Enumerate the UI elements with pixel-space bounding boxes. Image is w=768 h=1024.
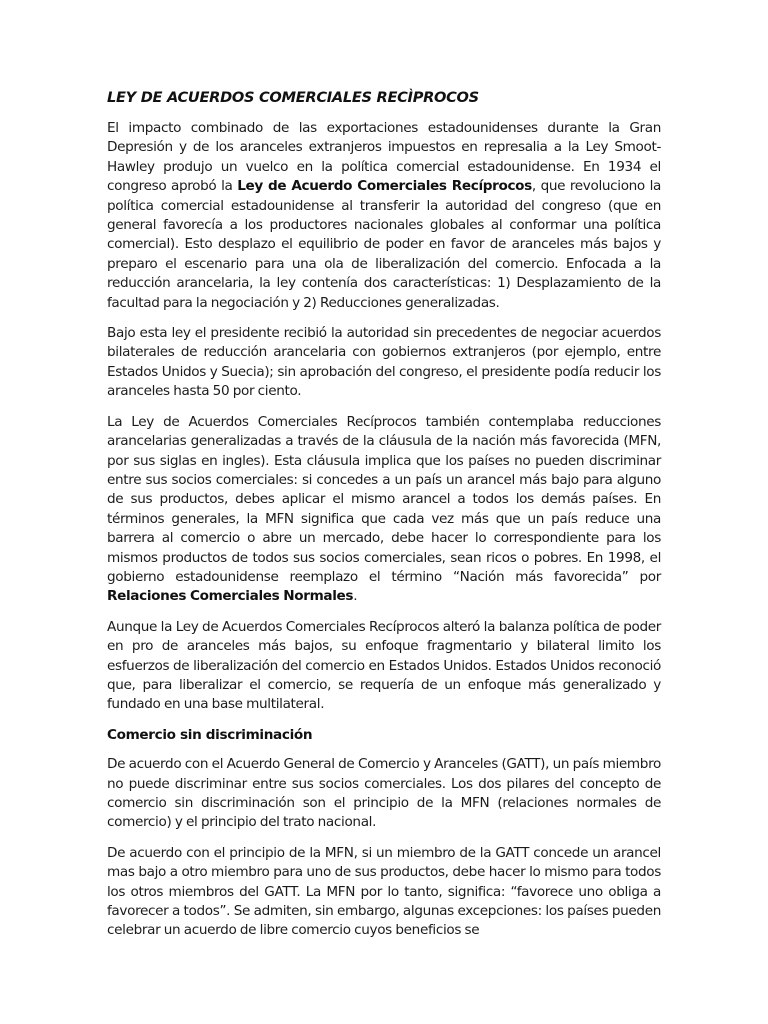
paragraph-2: Bajo esta ley el presidente recibió la autoridad sin precedentes de negociar acuerdos bilaterales de reducción arancelaria con gobiernos extranjeros (por ejemplo, entre Estados Unidos y Suecia); sin aprobación del congreso, el presidente podía reducir los aranceles hasta 50 por ciento. [107, 325, 661, 400]
paragraph-4: Aunque la Ley de Acuerdos Comerciales Recíprocos alteró la balanza política de poder en pro de aranceles más bajos, su enfoque fragmentario y bilateral limito los esfuerzos de liberalización del comercio en Estados Unidos. Estados Unidos reconoció que, para liberalizar el comercio, se requería de un enfoque más generalizado y fundado en una base multilateral. [107, 618, 661, 713]
paragraph-5: De acuerdo con el Acuerdo General de Comercio y Aranceles (GATT), un país miembro no puede discriminar entre sus socios comerciales. Los dos pilares del concepto de comercio sin discriminación son el principio de la MFN (relaciones normales de comercio) y el principio del trato nacional. [107, 756, 661, 831]
document-page [107, 88, 661, 952]
paragraph-3-term: Relaciones Comerciales Normales [107, 588, 354, 605]
paragraph-1-text-c: , que revoluciono la política comercial estadounidense al transferir la autoridad del congreso (que en general favorecía a los productores nacionales globales al conformar una política comercial). Esto desplazo el equilibrio de poder en favor de aranceles más bajos y preparo el escenario para una ola de liberalización del comercio. Enfocada a la reducción arancelaria, la ley contenía dos características: 1) Desplazamiento de la facultad para la negociación y 2) Reducciones generalizadas. [107, 178, 661, 311]
paragraph-3 [107, 413, 661, 607]
paragraph-1 [107, 119, 661, 313]
section-heading: Comercio sin discriminación [107, 726, 313, 743]
paragraph-1-text-a: El impacto combinado de las exportaciones estadounidenses durante la Gran Depresión y de los aranceles extranjeros impuestos en represalia a la Ley Smoot-Hawley produjo un vuelco en la política comercial estadounidense. En 1934 el congreso aprobó la [107, 120, 661, 195]
paragraph-1-law-name: Ley de Acuerdo Comerciales Recíprocos [237, 178, 532, 195]
paragraph-6: De acuerdo con el principio de la MFN, si un miembro de la GATT concede un arancel mas bajo a otro miembro para uno de sus productos, debe hacer lo mismo para todos los otros miembros del GATT. La MFN por lo tanto, significa: “favorece uno obliga a favorecer a todos”. Se admiten, sin embargo, algunas excepciones: los países pueden celebrar un acuerdo de libre comercio cuyos beneficios se [107, 844, 661, 939]
document-title: LEY DE ACUERDOS COMERCIALES RECÌPROCOS [107, 89, 479, 106]
paragraph-3-text-c: . [353, 588, 358, 605]
paragraph-3-text-a: La Ley de Acuerdos Comerciales Recíprocos también contemplaba reducciones arancelarias generalizadas a través de la cláusula de la nación más favorecida (MFN, por sus siglas en ingles). Esta cláusula implica que los países no pueden discriminar entre sus socios comerciales: si concedes a un país un arancel más bajo para alguno de sus productos, debes aplicar el mismo arancel a todos los demás países. En términos generales, la MFN significa que cada vez más que un país reduce una barrera al comercio o abre un mercado, debe hacer lo correspondiente para los mismos productos de todos sus socios comerciales, sean ricos o pobres. En 1998, el gobierno estadounidense reemplazo el término “Nación más favorecida” por [107, 413, 661, 585]
